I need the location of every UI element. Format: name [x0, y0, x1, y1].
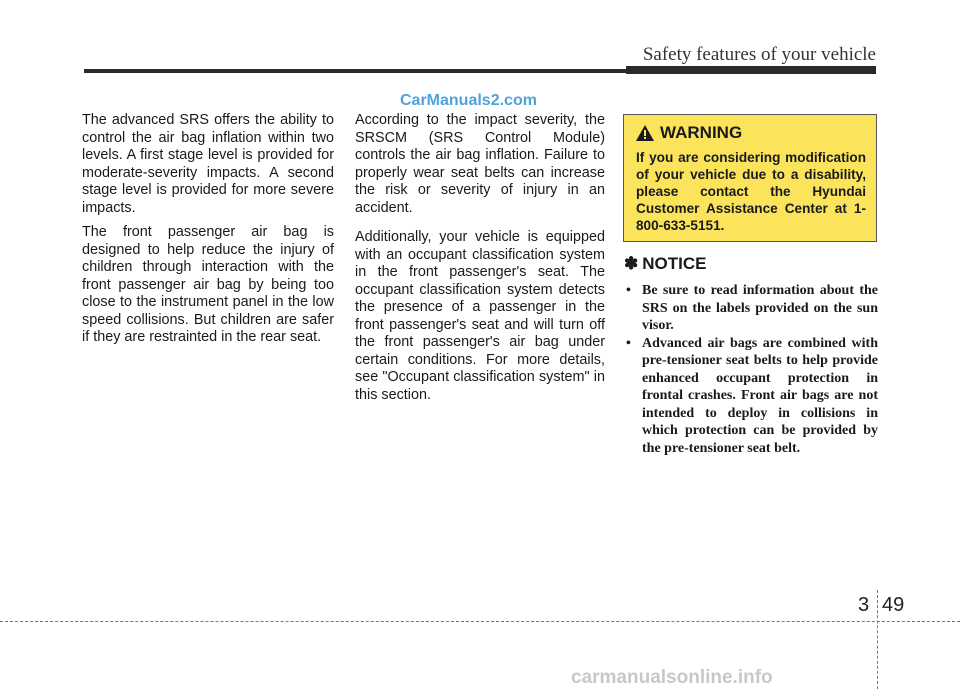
list-item	[624, 282, 878, 335]
column-2	[355, 112, 605, 411]
footer-watermark: carmanualsonline.info	[571, 667, 773, 688]
top-watermark: CarManuals2.com	[400, 92, 537, 109]
warning-box	[623, 114, 877, 242]
list-item	[624, 335, 878, 458]
section-number: 3	[858, 594, 870, 616]
notice-item-text: Be sure to read information about the SRS on the labels provided on the sun visor.	[642, 283, 878, 333]
col1-paragraph: The advanced SRS offers the ability to control the air bag inflation within two levels. A first stage level is provided for moderate-severity impacts. A second stage level is provided for more severe impacts.	[82, 112, 334, 216]
header-title: Safety features of your vehicle	[642, 44, 876, 65]
notice-section	[624, 254, 878, 457]
warning-body: If you are considering modification of your vehicle due to a disability, please contact the Hyundai Customer Assistance Center at 1-800-633-5151.	[636, 150, 866, 233]
column-1	[82, 112, 334, 354]
page-number: 49	[882, 594, 905, 616]
notice-list	[624, 282, 878, 457]
notice-item-text: Advanced air bags are combined with pre-tensioner seat belts to help provide enhanced occupant protection in frontal crashes. Front air bags are not intended to deploy in collisions in which protection can be provided by the pre-tensioner seat belt.	[642, 335, 878, 456]
notice-heading	[624, 254, 878, 274]
col2-paragraph: According to the impact severity, the SRSCM (SRS Control Module) controls the air bag inflation. Failure to properly wear seat belts can increase the risk or severity of injury in an accident.	[355, 112, 605, 216]
col2-paragraph: Additionally, your vehicle is equipped with an occupant classification system in the front passenger's seat. The occupant classification system detects the presence of a passenger in the front passenger's seat and will turn off the front passenger's air bag under certain conditions. For more details, see "Occupant classification system" in this section.	[355, 229, 605, 403]
bullet: •	[626, 283, 631, 298]
warning-heading	[636, 123, 866, 143]
bullet: •	[626, 335, 631, 351]
warning-title: WARNING	[660, 123, 743, 142]
col1-paragraph: The front passenger air bag is designed to help reduce the injury of children through interaction with the front passenger air bag by being too close to the instrument panel in the low speed collisions. But children are safer if they are restrainted in the rear seat.	[82, 224, 334, 345]
header-rule-accent	[626, 66, 876, 74]
footer-divider	[877, 590, 878, 689]
footer-rule	[0, 621, 960, 622]
notice-symbol-icon: ✽	[624, 254, 639, 273]
notice-title: NOTICE	[642, 254, 707, 273]
warning-triangle-icon	[636, 125, 654, 141]
